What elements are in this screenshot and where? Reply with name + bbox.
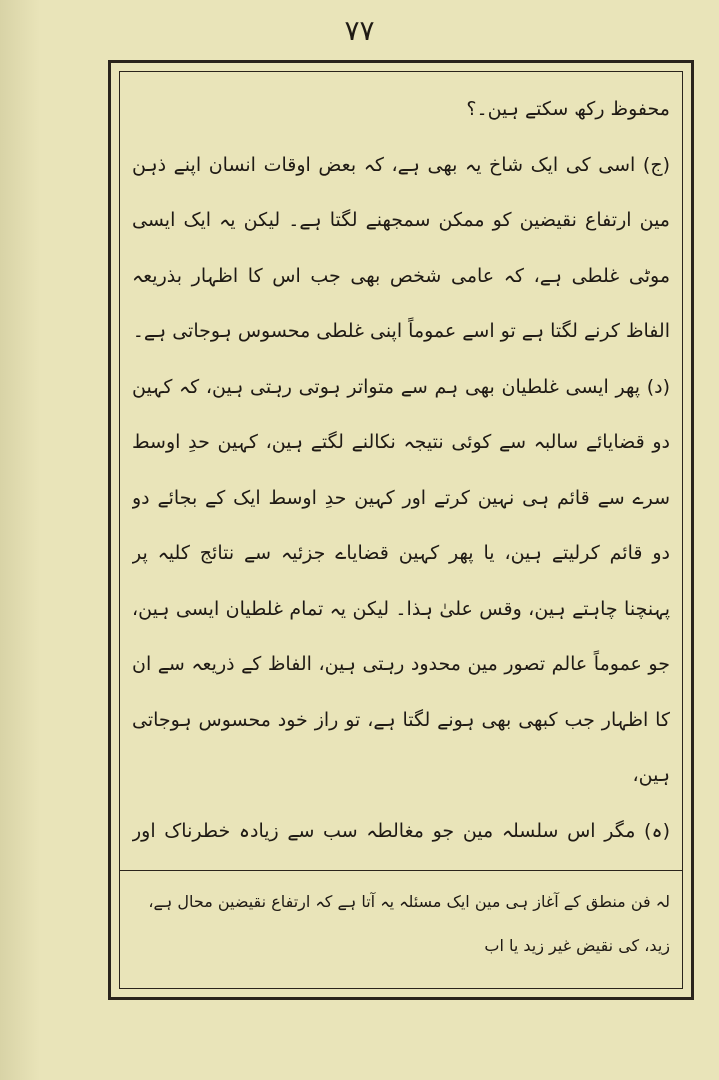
paragraph-jeem: (ج) اسی کی ایک شاخ یہ بھی ہے، کہ بعض اوقات انسان اپنے ذہن مین ارتفاع نقیضین کو ممکن سمجھنے لگتا ہے۔ لیکن یہ ایک ایسی موٹی غلطی ہے، کہ عامی شخص بھی جب اس کا اظہار بذریعہ الفاظ کرنے لگتا ہے تو اسے عموماً اپنی غلطی محسوس ہوجاتی ہے۔: [132, 153, 670, 342]
footnote: [132, 880, 670, 980]
page-edge-shadow: [0, 0, 40, 1080]
main-text: [132, 82, 670, 867]
paragraph-he: (ہ) مگر اس سلسلہ مین جو مغالطہ سب سے زیادہ خطرناک اور: [132, 819, 670, 842]
page-border-outer: [108, 60, 694, 1000]
page-border-inner: [119, 71, 683, 989]
footnote-line: لہ فن منطق کے آغاز ہی مین ایک مسئلہ یہ آتا ہے کہ ارتفاع نقیضین محال ہے، زید، کی نقیض غیر زید یا اب: [148, 892, 670, 955]
footnote-divider: [120, 870, 682, 871]
footnote-line: [132, 968, 670, 980]
paragraph-dal: (د) پھر ایسی غلطیان بھی ہم سے متواتر ہوتی رہتی ہین، کہ کہین دو قضایائے سالبہ سے کوئی نتیجہ نکالنے لگتے ہین، کہین حدِ اوسط سرے سے قائم ہی نہین کرتے اور کہین حدِ اوسط ایک کے بجائے دو دو قائم کرلیتے ہین، یا پھر کہین قضایاے جزئیہ سے نتائج کلیہ پر پہنچنا چاہتے ہین، وقس علیٰ ہذا۔ لیکن یہ تمام غلطیان ایسی ہین، جو عموماً عالم تصور مین محدود رہتی ہین، الفاظ کے ذریعہ سے ان کا اظہار جب کبھی بھی ہونے لگتا ہے، تو راز خود محسوس ہوجاتی ہین،: [132, 375, 670, 786]
page-number: ۷۷: [344, 14, 375, 47]
paragraph-heading: محفوظ رکھ سکتے ہین۔؟: [466, 98, 670, 120]
